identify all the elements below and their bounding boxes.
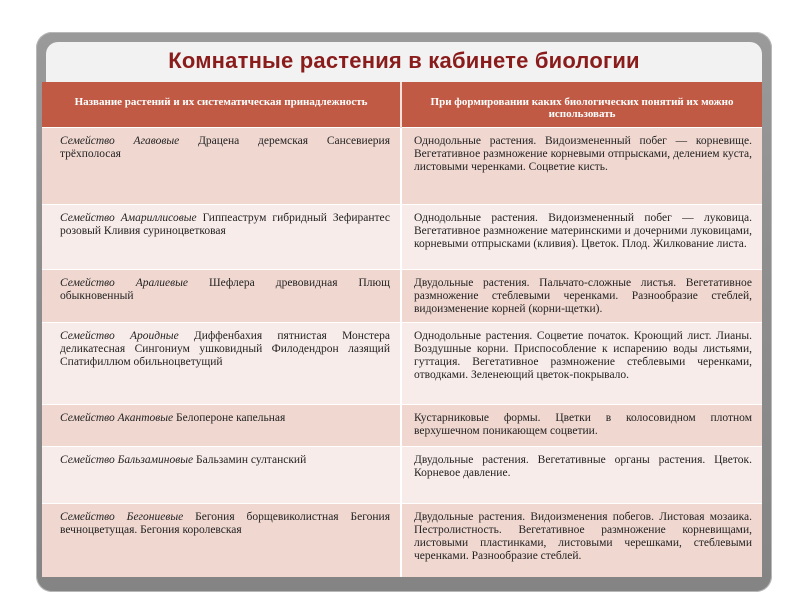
plants-table <box>42 82 762 577</box>
plant-names: Гиппеаструм гибридный Зефирантес розовый Кливия суриноцветковая <box>60 212 391 237</box>
plants-table-container <box>42 82 762 584</box>
plant-cell <box>42 128 401 205</box>
table-row <box>42 405 762 447</box>
plant-names: Белопероне капельная <box>173 412 286 424</box>
family-name: Семейство Бальзаминовые <box>60 454 194 466</box>
family-name: Семейство Амариллисовые <box>60 212 197 224</box>
family-name: Семейство Аралиевые <box>60 277 189 289</box>
table-row <box>42 447 762 504</box>
slide-title: Комнатные растения в кабинете биологии <box>168 48 640 73</box>
plant-names: Драцена деремская Сансевиерия трёхполосая <box>60 135 390 160</box>
concepts-cell: Двудольные растения. Видоизменения побегов. Листовая мозаика. Пестролистность. Вегетативное размножение корневищами, листовыми пластинками, листовыми черешками, стеблевыми черенками. Разнообразие стеблей. <box>401 504 762 578</box>
family-name: Семейство Бегониевые <box>60 511 184 523</box>
concepts-cell: Однодольные растения. Видоизмененный побег — луковица. Вегетативное размножение материнскими и дочерними луковицами, корневыми отпрысками (кливия). Цветок. Плод. Жилкование листа. <box>401 205 762 270</box>
table-row <box>42 323 762 405</box>
table-row <box>42 270 762 323</box>
family-name: Семейство Ароидные <box>60 330 179 342</box>
plant-cell <box>42 405 401 447</box>
plant-names: Бальзамин султанский <box>193 454 307 466</box>
plant-names: Шефлера древовидная Плющ обыкновенный <box>60 277 390 302</box>
plant-cell <box>42 270 401 323</box>
concepts-cell: Кустарниковые формы. Цветки в колосовидном плотном верхушечном поникающем соцветии. <box>401 405 762 447</box>
plant-cell <box>42 205 401 270</box>
concepts-cell: Однодольные растения. Соцветие початок. Кроющий лист. Лианы. Воздушные корни. Приспособление к испарению воды листьями, гуттация. Вегетативное размножение стеблевыми черенками, отводками. Зеленеющий цветок-покрывало. <box>401 323 762 405</box>
concepts-cell: Двудольные растения. Пальчато-сложные листья. Вегетативное размножение стеблевыми черенками. Разнообразие стеблей, видоизменение корней (корни-щетки). <box>401 270 762 323</box>
table-header-row <box>42 82 762 128</box>
table-row <box>42 128 762 205</box>
header-concepts: При формировании каких биологических понятий их можно использовать <box>401 82 762 128</box>
header-plant-name: Название растений и их систематическая принадлежность <box>42 82 401 128</box>
table-row <box>42 205 762 270</box>
plant-names: Бегония борщевиколистная Бегония вечноцветущая. Бегония королевская <box>60 511 390 536</box>
plant-cell <box>42 447 401 504</box>
table-row <box>42 504 762 578</box>
plant-names: Диффенбахия пятнистая Монстера деликатесная Сингониум ушковидный Филодендрон лазящий Спатифиллюм обильноцветущий <box>60 330 390 368</box>
family-name: Семейство Акантовые <box>60 412 174 424</box>
concepts-cell: Двудольные растения. Вегетативные органы растения. Цветок. Корневое давление. <box>401 447 762 504</box>
concepts-cell: Однодольные растения. Видоизмененный побег — корневище. Вегетативное размножение корневыми отпрысками, делением куста, листовыми черенками. Соцветие кисть. <box>401 128 762 205</box>
plant-cell <box>42 504 401 578</box>
family-name: Семейство Агавовые <box>60 135 180 147</box>
plant-cell <box>42 323 401 405</box>
